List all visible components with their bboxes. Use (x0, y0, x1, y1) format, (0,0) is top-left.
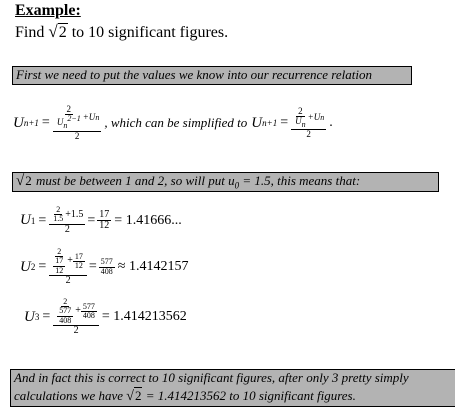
example-heading: Example: (15, 2, 81, 19)
recurrence-fraction: $\frac{2}{U_n^{2-1}}$ +U n 2 (53, 105, 101, 141)
conclusion-callout (10, 369, 455, 407)
task-prefix: Find (15, 24, 45, 41)
conclusion-line-2: calculations we have √2 = 1.414213562 to 10 significant figures. (14, 388, 356, 404)
task-suffix: to 10 significant figures. (71, 24, 229, 41)
sqrt-symbol: √2 (16, 173, 32, 189)
sqrt-symbol: √2 (48, 22, 67, 41)
intro-callout: First we need to put the values we know into our recurrence relation (12, 66, 412, 85)
recurrence-relation: U n+1 = $\frac{2}{U_n^{2-1}}$ +U n 2 , which can be simplified to U n+1 = $\frac{2}{U_n}$ +U n 2 . (13, 104, 333, 141)
task-radicand: 2 (58, 24, 67, 41)
recurrence-lhs-sub: n+1 (23, 118, 39, 129)
conclusion-line-1: And in fact this is correct to 10 significant figures, after only 3 pretty simply (14, 370, 409, 385)
simplified-text: , which can be simplified to (104, 115, 248, 131)
sqrt-symbol: √2 (126, 388, 142, 404)
initial-value-callout: √2 must be between 1 and 2, so will put $u_0 = 1.5$, this means that: (12, 172, 439, 192)
simplified-fraction: $\frac{2}{U_n}$ +U n 2 (291, 107, 326, 140)
recurrence-lhs: U (13, 114, 24, 131)
u3-equation: U 3 = $\frac{2}{\frac{577}{408}}$ + $\frac{577}{408}$ 2 = 1.414213562 (24, 297, 187, 337)
task-statement (15, 22, 228, 42)
recurrence-inner-num: 2 (66, 104, 72, 114)
recurrence-denominator: 2 (74, 130, 80, 141)
u2-equation: U 2 = $\frac{2}{\frac{17}{12}}$ + $\frac{17}{12}$ 2 = $\frac{577}{408}$ ≈ 1.4142157 (20, 247, 189, 287)
u1-equation: U 1 = $\frac{2}{1.5}$ +1.5 2 = $\frac{17}{12}$ = 1.41666... (20, 205, 182, 235)
